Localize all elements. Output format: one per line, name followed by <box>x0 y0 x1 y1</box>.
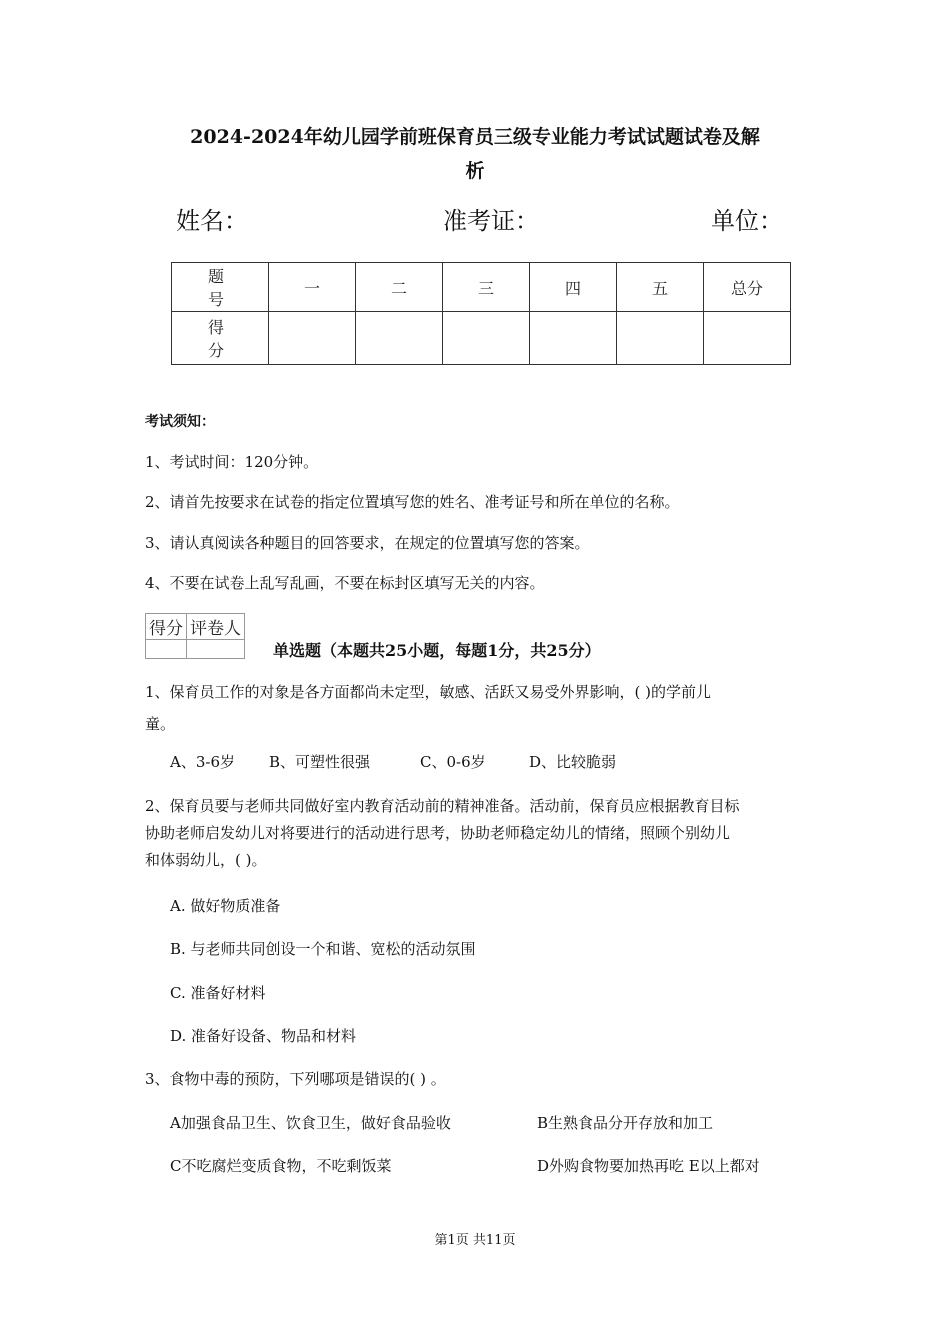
score-header-3: 三 <box>443 263 530 312</box>
score-cell-total <box>704 312 791 365</box>
score-cell-1 <box>269 312 356 365</box>
score-header-label: 题 号 <box>172 263 269 312</box>
score-header-4: 四 <box>530 263 617 312</box>
q1-option-d: D、比较脆弱 <box>529 753 617 771</box>
score-cell-2 <box>356 312 443 365</box>
score-header-2: 二 <box>356 263 443 312</box>
question-1-line: 童。 <box>145 715 176 733</box>
q3-option-b: B生熟食品分开存放和加工 <box>537 1114 714 1132</box>
score-table-score-row <box>172 312 791 365</box>
grader-score-cell <box>146 640 187 659</box>
score-table <box>171 262 791 365</box>
grader-reviewer-label: 评卷人 <box>187 614 245 640</box>
score-table-header-row <box>172 263 791 312</box>
q2-option-c: C. 准备好材料 <box>170 984 266 1002</box>
q2-option-a: A. 做好物质准备 <box>170 897 281 915</box>
grader-table <box>145 613 245 659</box>
question-2-stem <box>145 795 815 871</box>
question-2-line: 和体弱幼儿，( )。 <box>145 851 267 869</box>
q1-option-c: C、0-6岁 <box>420 753 486 771</box>
q1-option-b: B、可塑性很强 <box>269 753 371 771</box>
document-title <box>140 120 810 188</box>
title-line-2: 析 <box>465 160 485 182</box>
notice-heading: 考试须知： <box>145 414 215 430</box>
q3-option-a: A加强食品卫生、饮食卫生，做好食品验收 <box>170 1114 451 1132</box>
score-cell-3 <box>443 312 530 365</box>
q3-option-c: C不吃腐烂变质食物，不吃剩饭菜 <box>170 1157 392 1175</box>
title-line-1: 2024-2024年幼儿园学前班保育员三级专业能力考试试题试卷及解 <box>190 126 760 148</box>
q2-option-b: B. 与老师共同创设一个和谐、宽松的活动氛围 <box>170 940 476 958</box>
notice-item: 2、请首先按要求在试卷的指定位置填写您的姓名、准考证号和所在单位的名称。 <box>145 493 680 511</box>
question-1-stem <box>145 681 815 735</box>
section-title: 单选题（本题共25小题，每题1分，共25分） <box>273 641 601 660</box>
score-header-total: 总分 <box>704 263 791 312</box>
grader-score-label: 得分 <box>146 614 187 640</box>
notice-item: 3、请认真阅读各种题目的回答要求，在规定的位置填写您的答案。 <box>145 534 590 552</box>
score-cell-4 <box>530 312 617 365</box>
unit-field-label: 单位： <box>711 207 783 235</box>
notice-item: 1、考试时间：120分钟。 <box>145 453 319 471</box>
name-field-label: 姓名： <box>176 207 248 235</box>
question-2-line: 2、保育员要与老师共同做好室内教育活动前的精神准备。活动前，保育员应根据教育目标 <box>145 797 740 815</box>
question-3-stem: 3、食物中毒的预防，下列哪项是错误的( ) 。 <box>145 1070 446 1088</box>
score-header-5: 五 <box>617 263 704 312</box>
grader-reviewer-cell <box>187 640 245 659</box>
page-footer: 第1页 共11页 <box>434 1233 516 1248</box>
q3-option-d: D外购食物要加热再吃 E以上都对 <box>537 1157 760 1175</box>
score-row-label: 得 分 <box>172 312 269 365</box>
question-2-line: 协助老师启发幼儿对将要进行的活动进行思考，协助老师稳定幼儿的情绪，照顾个别幼儿 <box>145 824 731 842</box>
q1-option-a: A、3-6岁 <box>170 753 235 771</box>
question-1-line: 1、保育员工作的对象是各方面都尚未定型，敏感、活跃又易受外界影响，( )的学前儿 <box>145 683 712 701</box>
score-cell-5 <box>617 312 704 365</box>
q2-option-d: D. 准备好设备、物品和材料 <box>170 1027 357 1045</box>
notice-item: 4、不要在试卷上乱写乱画，不要在标封区填写无关的内容。 <box>145 574 545 592</box>
exam-no-field-label: 准考证： <box>443 207 539 235</box>
score-header-1: 一 <box>269 263 356 312</box>
